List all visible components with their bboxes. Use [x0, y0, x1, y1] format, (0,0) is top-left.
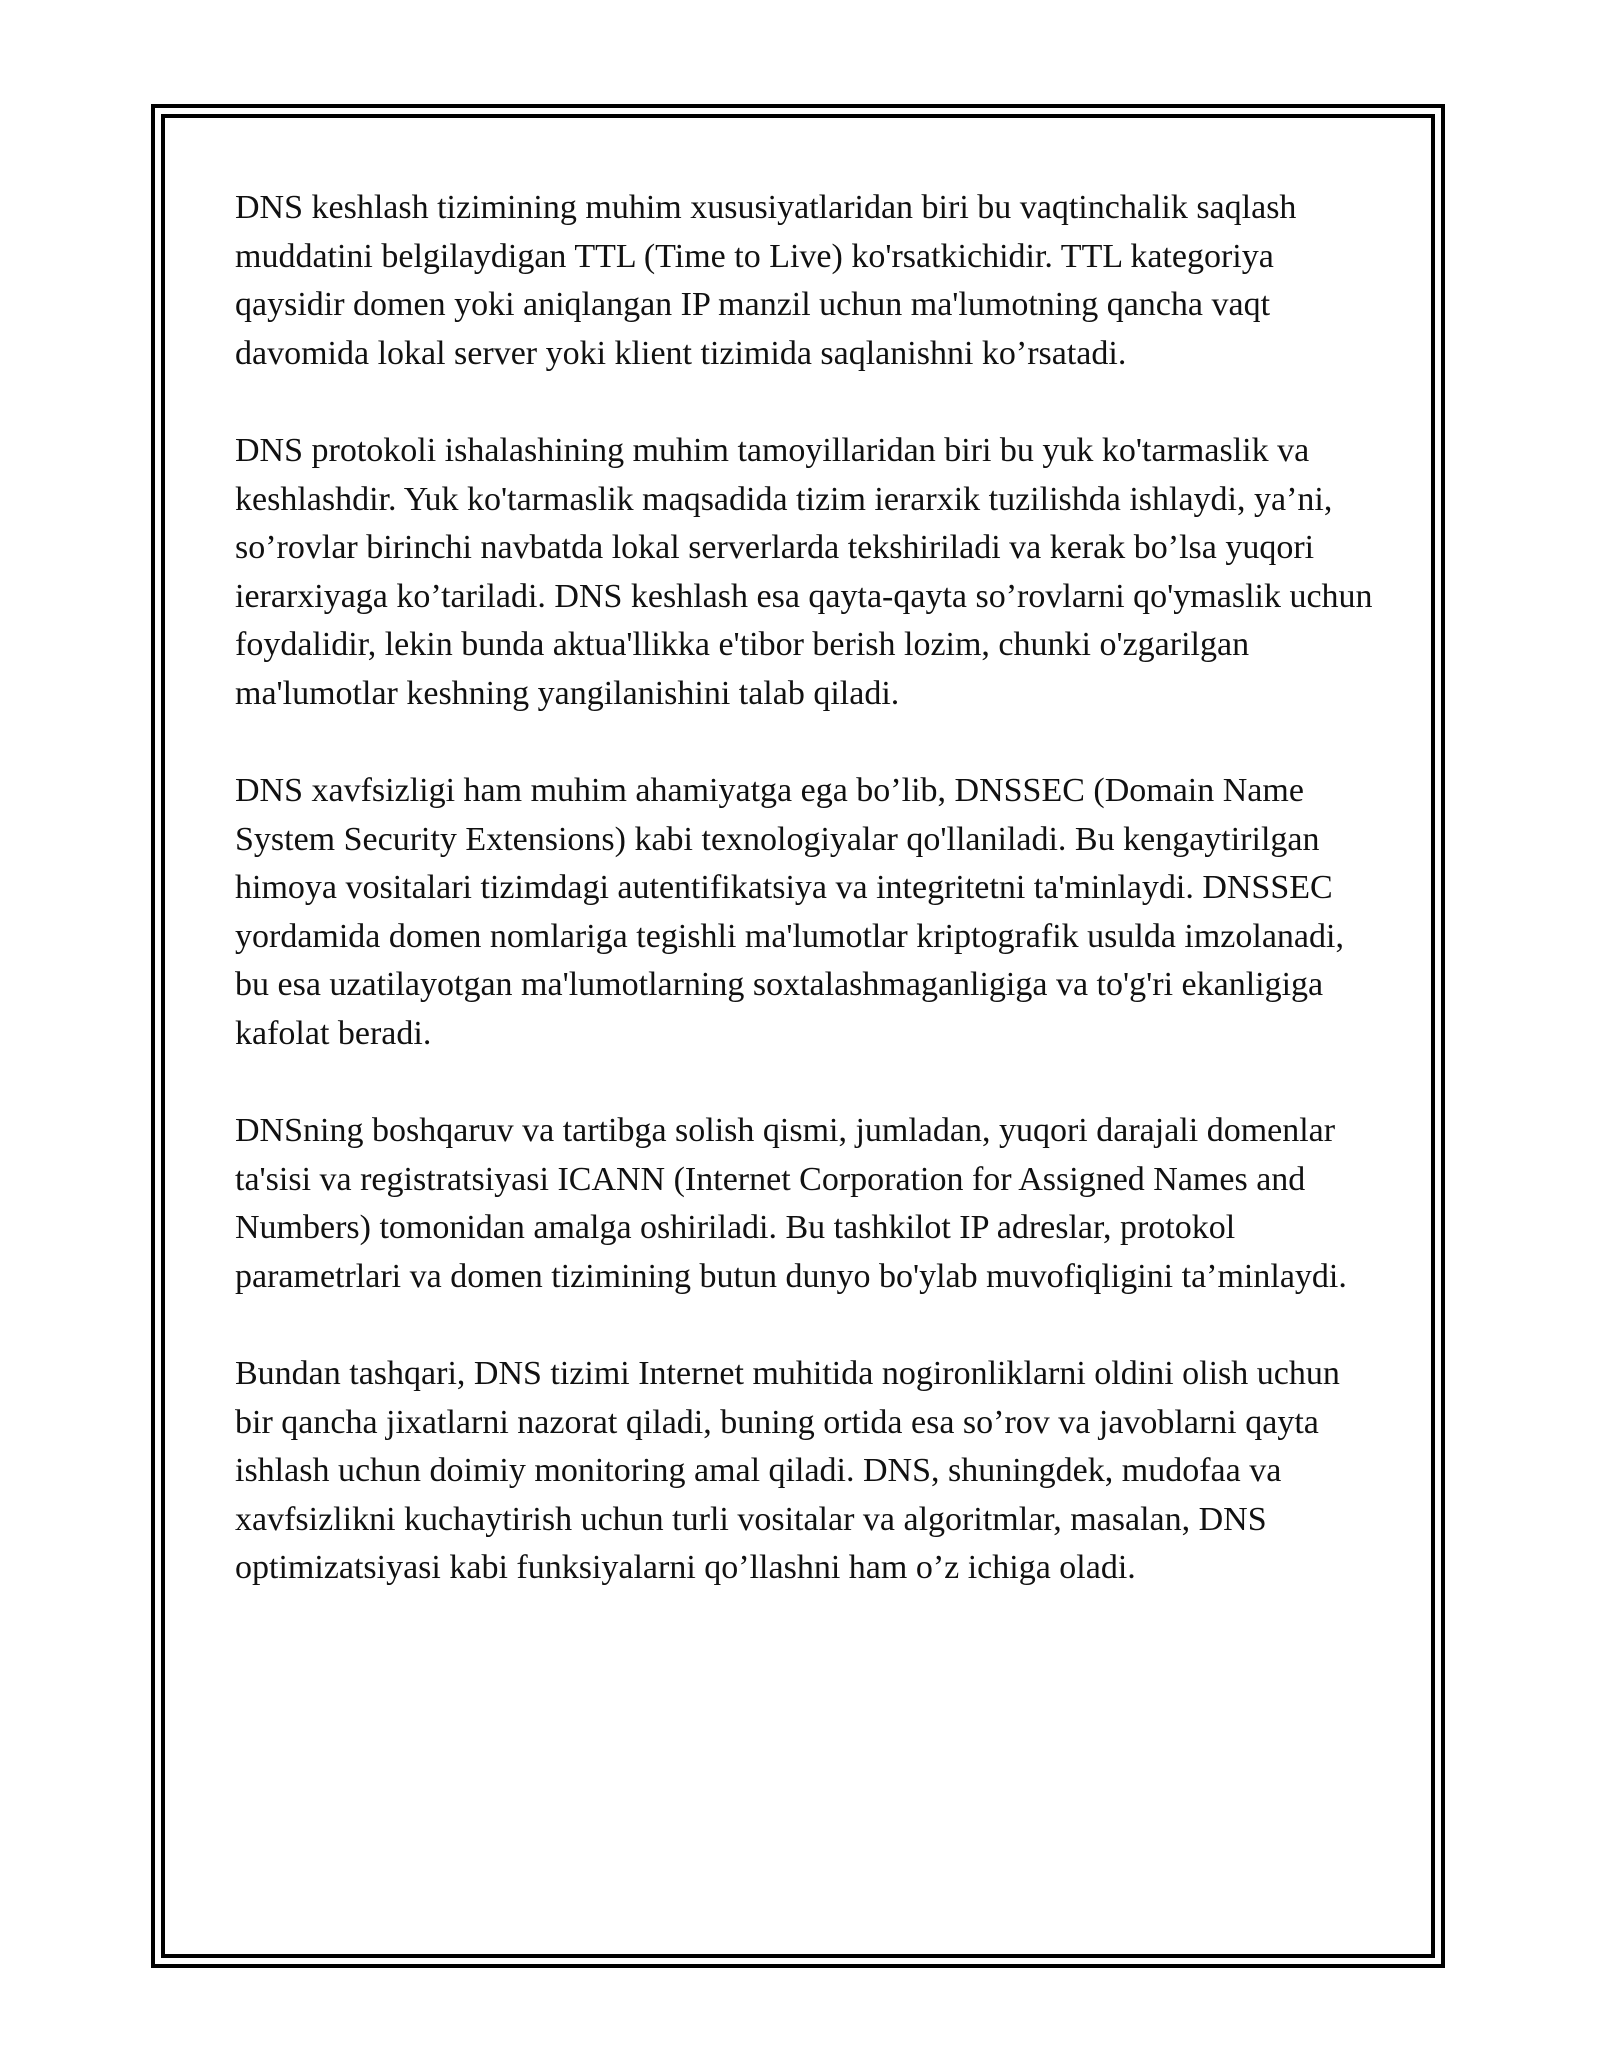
paragraph-ttl: DNS keshlash tizimining muhim xususiyatlaridan biri bu vaqtinchalik saqlash muddatini belgilaydigan TTL (Time to Live) ko'rsatkichidir. TTL kategoriya qaysidir domen yoki aniqlangan IP manzil uchun ma'lumotning qancha vaqt davomida lokal server yoki klient tizimida saqlanishni ko’rsatadi.: [235, 189, 1297, 372]
paragraph-dns-security: DNS xavfsizligi ham muhim ahamiyatga ega bo’lib, DNSSEC (Domain Name System Security Extensions) kabi texnologiyalar qo'llaniladi. Bu kengaytirilgan himoya vositalari tizimdagi autentifikatsiya va integritetni ta'minlaydi. DNSSEC yordamida domen nomlariga tegishli ma'lumotlar kriptografik usulda imzolanadi, bu esa uzatilayotgan ma'lumotlarning soxtalashmaganligiga va to'g'ri ekanligiga kafolat beradi.: [235, 772, 1344, 1052]
document-body: [235, 184, 1385, 1642]
paragraph-dns-management: DNSning boshqaruv va tartibga solish qismi, jumladan, yuqori darajali domenlar ta'sisi va registratsiyasi ICANN (Internet Corporation for Assigned Names and Numbers) tomonidan amalga oshiriladi. Bu tashkilot IP adreslar, protokol parametrlari va domen tizimining butun dunyo bo'ylab muvofiqligini ta’minlaydi.: [235, 1112, 1347, 1295]
paragraph-dns-monitoring: Bundan tashqari, DNS tizimi Internet muhitida nogironliklarni oldini olish uchun bir qancha jixatlarni nazorat qiladi, buning ortida esa so’rov va javoblarni qayta ishlash uchun doimiy monitoring amal qiladi. DNS, shuningdek, mudofaa va xavfsizlikni kuchaytirish uchun turli vositalar va algoritmlar, masalan, DNS optimizatsiyasi kabi funksiyalarni qo’llashni ham o’z ichiga oladi.: [235, 1355, 1340, 1586]
paragraph-dns-protocol: DNS protokoli ishalashining muhim tamoyillaridan biri bu yuk ko'tarmaslik va keshlashdir. Yuk ko'tarmaslik maqsadida tizim ierarxik tuzilishda ishlaydi, ya’ni, so’rovlar birinchi navbatda lokal serverlarda tekshiriladi va kerak bo’lsa yuqori ierarxiyaga ko’tariladi. DNS keshlash esa qayta-qayta so’rovlarni qo'ymaslik uchun foydalidir, lekin bunda aktua'llikka e'tibor berish lozim, chunki o'zgarilgan ma'lumotlar keshning yangilanishini talab qiladi.: [235, 432, 1373, 712]
